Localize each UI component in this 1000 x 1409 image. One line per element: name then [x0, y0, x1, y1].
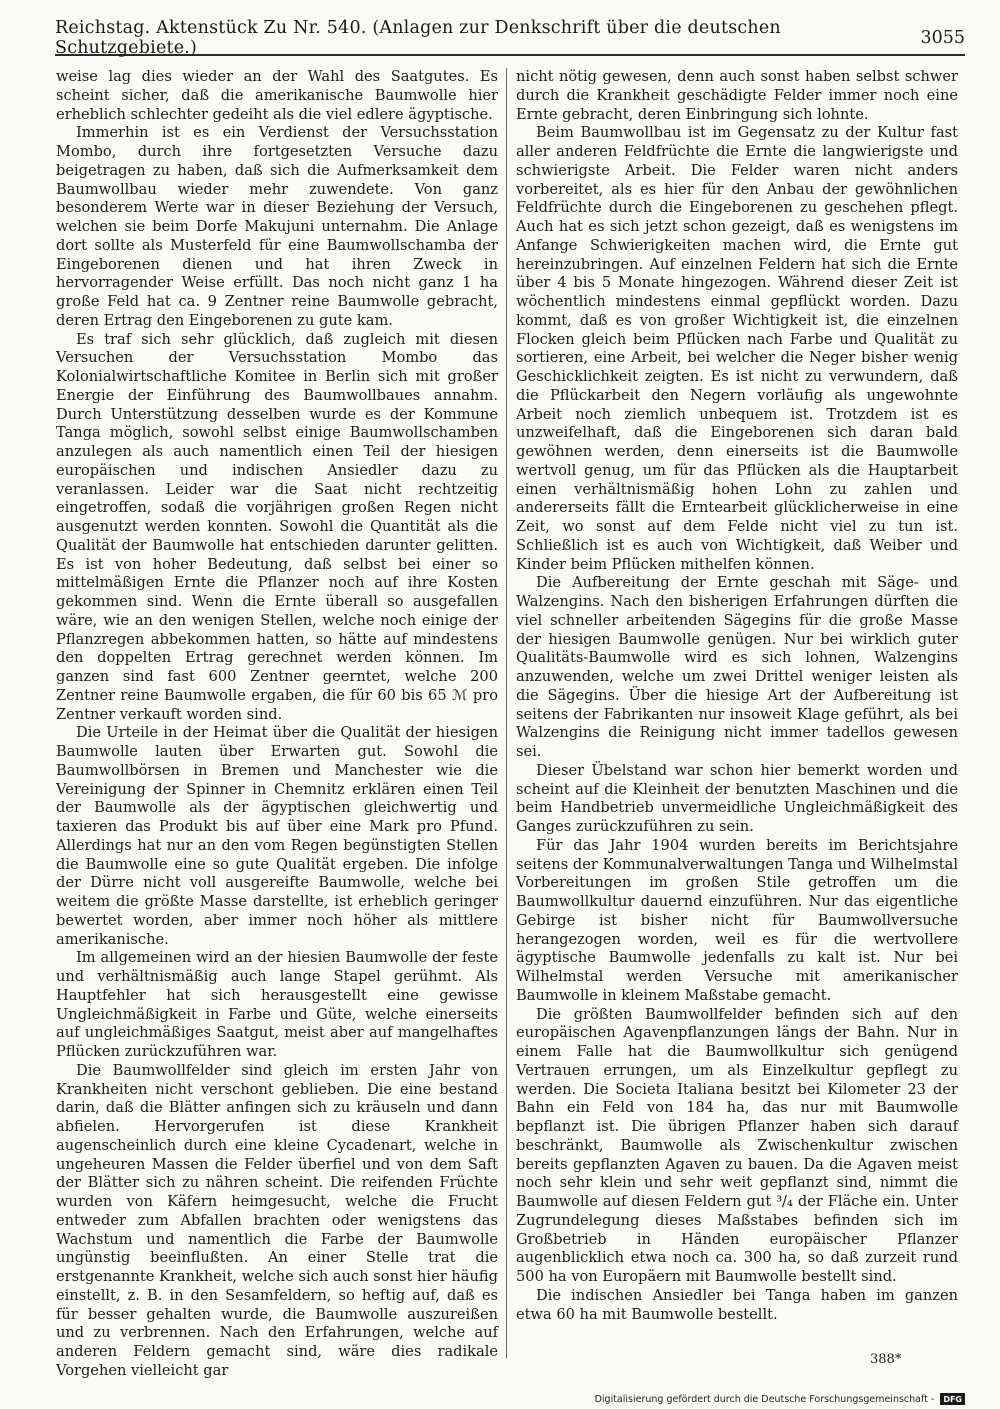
digitization-footer: [585, 1392, 965, 1406]
footer-text: Digitalisierung gefördert durch die Deutsche Forschungsgemeinschaft -: [594, 1393, 935, 1405]
paragraph: weise lag dies wieder an der Wahl des Saatgutes. Es scheint sicher, daß die amerikanische Baumwolle hier erheblich schlechter gedeiht als die viel edlere ägyptische.: [56, 68, 498, 123]
paragraph: Dieser Übelstand war schon hier bemerkt worden und scheint auf die Kleinheit der benutzten Maschinen und die beim Handbetrieb unvermeidliche Ungleichmäßigkeit des Ganges zurückzuführen zu sein.: [516, 761, 958, 835]
dfg-logo: DFG: [940, 1393, 965, 1405]
paragraph: Die Baumwollfelder sind gleich im ersten Jahr von Krankheiten nicht verschont geblieben. Die eine bestand darin, daß die Blätter anfingen sich zu kräuseln und dann abfielen. Hervorgerufen ist diese Krankheit augenscheinlich durch eine kleine Cycadenart, welche in ungeheuren Massen die Felder überfiel und von dem Saft der Blätter sich zu nähren scheint. Die reifenden Früchte wurden von Käfern heimgesucht, welche die Frucht entweder zum Abfallen brachten oder wenigstens das Wachstum und namentlich die Farbe der Baumwolle ungünstig beeinflußten. An einer Stelle trat die erstgenannte Krankheit, welche sich auch sonst hier häufig einstellt, z. B. in den Sesamfeldern, so heftig auf, daß es für besser gehalten wurde, die Baumwolle auszureißen und zu verbrennen. Nach den Erfahrungen, welche auf anderen Feldern gemacht sind, wäre dies radikale Vorgehen vielleicht gar: [56, 1061, 498, 1379]
column-divider: [506, 68, 507, 1358]
paragraph: Die indischen Ansiedler bei Tanga haben im ganzen etwa 60 ha mit Baumwolle bestellt.: [516, 1286, 958, 1323]
signature-mark: 388*: [870, 1352, 902, 1367]
paragraph: Die Urteile in der Heimat über die Qualität der hiesigen Baumwolle lauten über Erwarten gut. Sowohl die Baumwollbörsen in Bremen und Manchester wie die Vereinigung der Spinner in Chemnitz erklären einen Teil der Baumwolle als der ägyptischen gleichwertig und taxieren das Produkt bis auf über eine Mark pro Pfund. Allerdings hat nur an den vom Regen begünstigten Stellen die Baumwolle eine so gute Qualität ergeben. Die infolge der Dürre nicht voll ausgereifte Baumwolle, welche bei weitem die größte Masse darstellte, ist erheblich geringer bewertet worden, aber immer noch höher als mittlere amerikanische.: [56, 724, 498, 948]
page-header: [55, 18, 965, 58]
paragraph: nicht nötig gewesen, denn auch sonst haben selbst schwer durch die Krankheit geschädigte Felder immer noch eine Ernte gebracht, deren Einbringung sich lohnte.: [516, 68, 958, 123]
paragraph: Beim Baumwollbau ist im Gegensatz zu der Kultur fast aller anderen Feldfrüchte die Ernte die langwierigste und schwierigste Arbeit. Die Felder waren nicht anders vorbereitet, als es hier für den Anbau der gewöhnlichen Feldfrüchte durch die Eingeborenen zu geschehen pflegt. Auch hat es sich jetzt schon gezeigt, daß es wenigstens im Anfange Schwierigkeiten machen wird, die Ernte gut hereinzubringen. Auf einzelnen Feldern hat sich die Ernte über 4 bis 5 Monate hingezogen. Während dieser Zeit ist wöchentlich mindestens einmal gepflückt worden. Dazu kommt, daß es von großer Wichtigkeit ist, die einzelnen Flocken gleich beim Pflücken nach Farbe und Qualität zu sortieren, eine Arbeit, bei welcher die Neger bisher wenig Geschicklichkeit zeigten. Es ist nicht zu verwundern, daß die Pflückarbeit den Negern vorläufig als ungewohnte Arbeit noch ziemlich unbequem ist. Trotzdem ist es unzweifelhaft, daß die Eingeborenen sich daran bald gewöhnen werden, denn einerseits ist die Baumwolle wertvoll genug, um für das Pflücken als die Hauptarbeit einen verhältnismäßig hohen Lohn zu zahlen und andererseits fällt die Erntearbeit glücklicherweise in eine Zeit, wo sonst auf dem Felde nicht viel zu tun ist. Schließlich ist es auch von Wichtigkeit, daß Weiber und Kinder beim Pflücken mithelfen können.: [516, 124, 958, 573]
paragraph: Im allgemeinen wird an der hiesien Baumwolle der feste und verhältnismäßig auch lange Stapel gerühmt. Als Hauptfehler hat sich herausgestellt eine gewisse Ungleichmäßigkeit in Farbe und Güte, welche einerseits auf ungleichmäßiges Saatgut, meist aber auf mangelhaftes Pflücken zurückzuführen war.: [56, 949, 498, 1060]
right-column: [516, 68, 958, 1324]
page-number: 3055: [920, 28, 965, 48]
paragraph: Für das Jahr 1904 wurden bereits im Berichtsjahre seitens der Kommunalverwaltungen Tanga und Wilhelmstal Vorbereitungen im großen Stile getroffen um die Baumwollkultur dauernd einzuführen. Nur das eigentliche Gebirge ist bisher nicht für Baumwollversuche herangezogen worden, weil es für die wertvollere ägyptische Baumwolle jedenfalls zu kalt ist. Nur bei Wilhelmstal werden Versuche mit amerikanischer Baumwolle in kleinem Maßstabe gemacht.: [516, 836, 958, 1004]
paragraph: Die Aufbereitung der Ernte geschah mit Säge- und Walzengins. Nach den bisherigen Erfahrungen dürften die viel schneller arbeitenden Sägegins für die große Masse der hiesigen Baumwolle genügen. Nur bei wirklich guter Qualitäts-Baumwolle wird es sich lohnen, Walzengins anzuwenden, welche um zwei Drittel weniger leisten als die Sägegins. Über die hiesige Art der Aufbereitung ist seitens der Fabrikanten nur insoweit Klage geführt, als bei Walzengins die Reinigung nicht immer tadellos gewesen sei.: [516, 574, 958, 760]
paragraph: Die größten Baumwollfelder befinden sich auf den europäischen Agavenpflanzungen längs der Bahn. Nur in einem Falle hat die Baumwollkultur sich genügend Vertrauen errungen, um als Einzelkultur gepflegt zu werden. Die Societa Italiana besitzt bei Kilometer 23 der Bahn ein Feld von 184 ha, das nur mit Baumwolle bepflanzt ist. Die übrigen Pflanzer haben sich darauf beschränkt, Baumwolle als Zwischenkultur zwischen bereits gepflanzten Agaven zu bauen. Da die Agaven meist noch sehr klein und sehr weit gepflanzt sind, nimmt die Baumwolle auf diesen Feldern gut ³/₄ der Fläche ein. Unter Zugrundelegung dieses Maßstabes befinden sich im Großbetrieb in Händen europäischer Pflanzer augenblicklich etwa noch ca. 300 ha, so daß zurzeit rund 500 ha von Europäern mit Baumwolle bestellt sind.: [516, 1005, 958, 1285]
paragraph: Es traf sich sehr glücklich, daß zugleich mit diesen Versuchen der Versuchsstation Mombo das Kolonialwirtschaftliche Komitee in Berlin sich mit großer Energie der Einführung des Baumwollbaues annahm. Durch Unterstützung desselben wurde es der Kommune Tanga möglich, sowohl selbst einige Baumwollschamben anzulegen als auch namentlich einen Teil der hiesigen europäischen und indischen Ansiedler dazu zu veranlassen. Leider war die Saat nicht rechtzeitig eingetroffen, sodaß die vorjährigen großen Regen nicht ausgenutzt werden konnten. Sowohl die Quantität als die Qualität der Baumwolle hat entschieden darunter gelitten. Es ist von hoher Bedeutung, daß selbst bei einer so mittelmäßigen Ernte die Pflanzer noch auf ihre Kosten gekommen sind. Wenn die Ernte überall so ausgefallen wäre, wie an den wenigen Stellen, welche noch einige der Pflanzregen abbekommen hatten, so hätte auf mindestens den doppelten Ertrag gerechnet werden können. Im ganzen sind fast 600 Zentner geerntet, welche 200 Zentner reine Baumwolle ergaben, die für 60 bis 65 ℳ pro Zentner verkauft worden sind.: [56, 330, 498, 723]
header-title: Reichstag. Aktenstück Zu Nr. 540. (Anlagen zur Denkschrift über die deutschen Schutzgebiete.): [55, 18, 781, 58]
paragraph: Immerhin ist es ein Verdienst der Versuchsstation Mombo, durch ihre fortgesetzten Versuche dazu beigetragen zu haben, daß sich die Aufmerksamkeit dem Baumwollbau wieder mehr zuwendete. Von ganz besonderem Werte war in dieser Beziehung der Versuch, welchen sie beim Dorfe Makujuni unternahm. Die Anlage dort sollte als Musterfeld für eine Baumwollschamba der Eingeborenen dienen und hat ihren Zweck in hervorragender Weise erfüllt. Das noch nicht ganz 1 ha große Feld hat ca. 9 Zentner reine Baumwolle gebracht, deren Ertrag den Eingeborenen zu gute kam.: [56, 124, 498, 329]
left-column: [56, 68, 498, 1381]
